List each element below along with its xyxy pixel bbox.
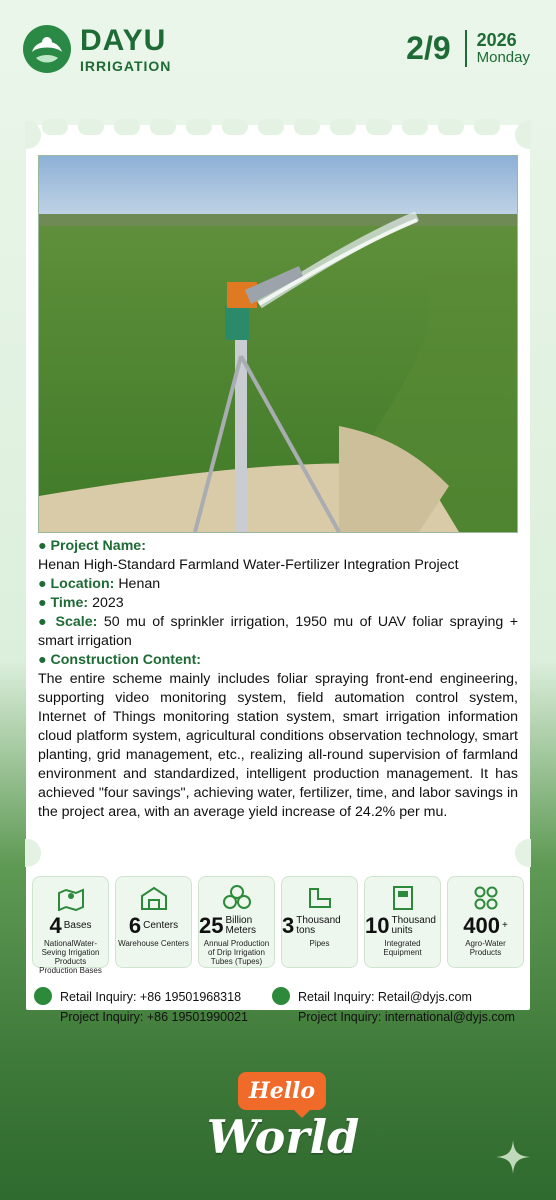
mail-icon bbox=[272, 987, 290, 1005]
stat-number: 3 bbox=[282, 913, 295, 938]
scale-value: 50 mu of sprinkler irrigation, 1950 mu of UAV foliar spraying + smart irrigation bbox=[38, 614, 519, 649]
world-text: World bbox=[206, 1110, 360, 1164]
stat-label: Annual Production of Drip Irrigation Tubes (Tupes) bbox=[203, 939, 270, 966]
location-value: Henan bbox=[118, 576, 161, 592]
brand-subtitle: IRRIGATION bbox=[80, 57, 172, 74]
date-day: 2/9 bbox=[406, 30, 466, 67]
construction-content-label: Construction Content: bbox=[50, 652, 202, 668]
stat-label: Warehouse Centers bbox=[118, 939, 189, 948]
stat-unit: Billion Meters bbox=[225, 915, 257, 936]
stat-label: NationalWater-Seving Irrigation Products Production Bases bbox=[39, 939, 102, 975]
dayu-logo-icon bbox=[22, 24, 72, 74]
stat-unit: Bases bbox=[63, 920, 92, 931]
stats-row bbox=[32, 876, 524, 975]
sprinkler-field-photo bbox=[38, 155, 518, 533]
stat-products bbox=[447, 876, 524, 968]
contact-email bbox=[272, 987, 515, 1027]
construction-content: The entire scheme mainly includes foliar spraying front-end engineering, supporting video monitoring system, field automation control system, Internet of Things monitoring station system, smart irrigation information cloud platform system, agricultural conditions observation technology, smart planting, grid management, etc., realizing all-round supervision of farmland environment and standardized, intelligent production management. It has achieved "four savings", achieving water, fertilizer, time, and labor savings in the project area, with an average yield increase of 24.2% per mu. bbox=[38, 671, 518, 820]
stat-unit: Thousand tons bbox=[296, 915, 341, 936]
stat-number: 400 bbox=[463, 913, 500, 938]
equipment-icon bbox=[390, 885, 416, 911]
project-name-label: Project Name: bbox=[50, 538, 146, 554]
project-email[interactable]: Project Inquiry: international@dyjs.com bbox=[298, 1010, 515, 1024]
date-weekday: Monday bbox=[476, 49, 530, 67]
scale-label: Scale: bbox=[55, 614, 98, 630]
project-card bbox=[26, 125, 530, 1024]
stat-number: 6 bbox=[128, 913, 142, 938]
brand-name: DAYU bbox=[80, 23, 167, 57]
date-display bbox=[406, 30, 530, 67]
stat-pipes bbox=[281, 876, 358, 968]
project-info: ● Project Name: Henan High-Standard Farmland Water-Fertilizer Integration Project ● Location: Henan ● Time: 2023 ● Scale: 50 mu of sprinkler irrigation, 1950 mu of UAV foliar spraying + smart irrigation ● Construction Content: The entire scheme mainly includes foliar spraying front-end engineering, supporting video monitoring system, field automation control system, Internet of Things monitoring station system, smart irrigation information cloud platform system, agricultural conditions observation technology, smart planting, grid management, etc., realizing all-round supervision of farmland environment and standardized, intelligent production management. It has achieved "four savings", achieving water, fertilizer, time, and labor savings in the project area, with an average yield increase of 24.2% per mu. bbox=[38, 538, 519, 820]
hello-badge: Hello bbox=[238, 1072, 326, 1110]
card-perforations bbox=[26, 125, 530, 143]
stat-number: 25 bbox=[199, 913, 224, 938]
map-pin-icon bbox=[57, 885, 85, 911]
retail-phone[interactable]: Retail Inquiry: +86 19501968318 bbox=[60, 990, 242, 1004]
brand-logo bbox=[22, 24, 171, 74]
retail-email[interactable]: Retail Inquiry: Retail@dyjs.com bbox=[298, 990, 472, 1004]
stat-unit: Centers bbox=[143, 920, 179, 931]
stat-drip-tubes bbox=[198, 876, 275, 968]
grid-icon bbox=[473, 885, 499, 911]
stat-label: Agro-Water Products bbox=[465, 939, 506, 957]
project-name: Henan High-Standard Farmland Water-Fertilizer Integration Project bbox=[38, 557, 459, 573]
date-year: 2026 bbox=[476, 30, 517, 51]
warehouse-icon bbox=[140, 885, 168, 911]
stat-unit: Thousand units bbox=[391, 915, 436, 936]
stat-number: 4 bbox=[49, 913, 62, 938]
stat-number: 10 bbox=[365, 913, 390, 938]
stat-bases bbox=[32, 876, 109, 975]
pipe-rolls-icon bbox=[221, 885, 253, 911]
pipe-elbow-icon bbox=[306, 885, 334, 911]
sparkle-icon bbox=[496, 1140, 530, 1174]
stat-label: Pipes bbox=[309, 939, 330, 948]
contact-phone bbox=[34, 987, 248, 1027]
project-phone[interactable]: Project Inquiry: +86 19501990021 bbox=[60, 1010, 248, 1024]
time-label: Time: bbox=[50, 595, 89, 611]
stat-unit: + bbox=[501, 920, 508, 931]
location-label: Location: bbox=[50, 576, 115, 592]
stat-centers bbox=[115, 876, 192, 968]
stat-label: Integrated Equipment bbox=[383, 939, 422, 957]
whatsapp-icon bbox=[34, 987, 52, 1005]
stat-equipment bbox=[364, 876, 441, 968]
time-value: 2023 bbox=[92, 595, 124, 611]
